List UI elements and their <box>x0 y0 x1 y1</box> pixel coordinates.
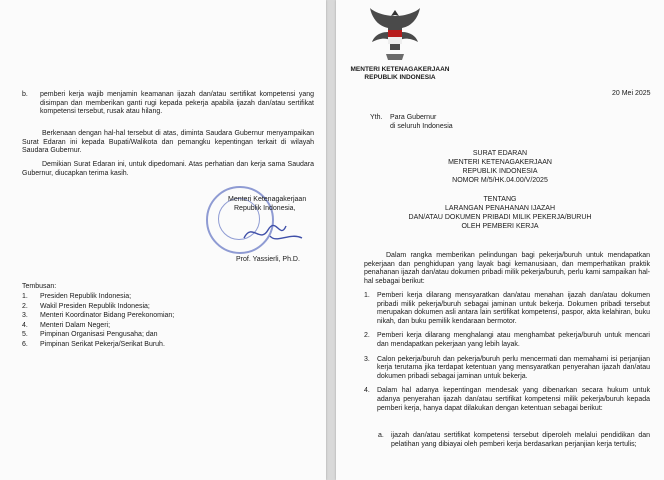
provision-number: 1. <box>364 292 370 299</box>
tentang-label: TENTANG <box>483 196 517 203</box>
provision-item <box>364 356 650 382</box>
closing-paragraph-1: Berkenaan dengan hal-hal tersebut di atas, diminta Saudara Gubernur menyampaikan Surat Edaran ini kepada Bupati/Walikota dan pemangku kepentingan terkait di wilayah Saudara Gubernur. <box>22 130 314 155</box>
tembusan-item-number: 5. <box>22 331 28 339</box>
tembusan-item-text: Menteri Dalam Negeri; <box>40 321 111 329</box>
subject-line-3: OLEH PEMBERI KERJA <box>461 223 539 230</box>
tembusan-item-text: Menteri Koordinator Bidang Perekonomian; <box>40 312 175 320</box>
tembusan-item-number: 3. <box>22 312 28 320</box>
item-b-text: pemberi kerja wajib menjamin keamanan ijazah dan/atau sertifikat kompetensi yang disimpan dan memberikan ganti rugi kepada pekerja apabila ijazah dan/atau sertifikat kompetensi tersebut, rusak atau hilang. <box>40 91 314 116</box>
tembusan-item-number: 6. <box>22 340 28 348</box>
sub-item-a-marker: a. <box>378 432 384 439</box>
item-b-marker: b. <box>22 91 28 98</box>
provisions-list <box>364 292 650 419</box>
closing-paragraph-2: Demikian Surat Edaran ini, untuk dipedomani. Atas perhatian dan kerja sama Saudara Gubernur, diucapkan terima kasih. <box>22 161 314 177</box>
signoff-country: Republik Indonesia, <box>234 205 296 212</box>
tembusan-item <box>22 322 312 332</box>
tembusan-item-number: 4. <box>22 321 28 329</box>
tembusan-item <box>22 303 312 313</box>
signature-mark <box>240 218 310 248</box>
provision-number: 3. <box>364 355 370 363</box>
provision-item <box>364 292 650 326</box>
provision-text: Dalam hal adanya kepentingan mendesak yang dibenarkan secara hukum untuk adanya penyerahan ijazah dan/atau sertifikat kompetensi milik pekerja/buruh kepada pemberi kerja, hanya dapat dilakukan dengan ketentuan sebagai berikut: <box>377 387 650 412</box>
se-title: SURAT EDARAN <box>472 150 528 157</box>
garuda-emblem-icon <box>368 6 422 66</box>
tembusan-list <box>22 293 312 351</box>
tembusan-item <box>22 312 312 322</box>
letter-date: 20 Mei 2025 <box>612 90 651 97</box>
tembusan-item-text: Pimpinan Organisasi Pengusaha; dan <box>40 331 158 339</box>
tembusan-item-text: Pimpinan Serikat Pekerja/Serikat Buruh. <box>40 340 165 348</box>
provision-text: Calon pekerja/buruh dan pekerja/buruh perlu mencermati dan memahami isi perjanjian kerja terutama jika terdapat ketentuan yang mensyaratkan penyerahan ijazah dan/atau dokumen pribadi sebagai jaminan untuk bekerja. <box>377 355 650 380</box>
provision-item <box>364 387 650 413</box>
subject-line-1: LARANGAN PENAHANAN IJAZAH <box>444 205 556 212</box>
list-item-b <box>22 91 314 117</box>
intro-paragraph: Dalam rangka memberikan pelindungan bagi pekerja/buruh untuk mendapatkan pekerjaan dan penghidupan yang layak bagi kemanusiaan, dan memperhatikan praktik penahanan ijazah dan/atau dokumen pribadi milik pekerja/buruh, perlu kami sampaikan hal-hal sebagai berikut: <box>364 252 650 285</box>
se-country: REPUBLIK INDONESIA <box>462 168 538 175</box>
tembusan-item <box>22 331 312 341</box>
addressee: Para Gubernur <box>390 114 437 121</box>
tembusan-item-number: 1. <box>22 293 28 300</box>
letter-page-2 <box>0 0 326 480</box>
provision-number: 2. <box>364 332 370 340</box>
tembusan-item <box>22 293 312 303</box>
tembusan-item-number: 2. <box>22 302 28 310</box>
se-number: NOMOR M/5/HK.04.00/V/2025 <box>452 177 548 184</box>
tembusan-item-text: Presiden Republik Indonesia; <box>40 293 132 300</box>
ministry-header: MENTERI KETENAGAKERJAAN <box>350 66 450 73</box>
tembusan-item <box>22 341 312 351</box>
provision-number: 4. <box>364 387 370 395</box>
provision-text: Pemberi kerja dilarang menghalangi atau menghambat pekerja/buruh untuk mencari dan mendapatkan pekerjaan yang lebih layak. <box>377 332 650 348</box>
subject-line-2: DAN/ATAU DOKUMEN PRIBADI MILIK PEKERJA/BURUH <box>408 214 592 221</box>
sub-item-a-text: ijazah dan/atau sertifikat kompetensi tersebut diperoleh melalui pendidikan dan pelatihan yang dibiayai oleh pemberi kerja berdasarkan perjanjian kerja tertulis; <box>391 432 650 448</box>
signoff-title: Menteri Ketenagakerjaan <box>228 196 307 203</box>
yth-label: Yth. <box>370 114 383 121</box>
provision-text: Pemberi kerja dilarang mensyaratkan dan/atau menahan ijazah dan/atau dokumen pribadi milik pekerja/buruh sebagai jaminan untuk bekerja. Dokumen pribadi tersebut merupakan dokumen asli antara lain sertifikat kompetensi, paspor, akta kelahiran, buku nikah, dan buku pemilik kendaraan bermotor. <box>377 292 650 325</box>
signatory-name: Prof. Yassierli, Ph.D. <box>236 256 300 263</box>
tembusan-title: Tembusan: <box>22 283 57 290</box>
sub-item-a <box>378 432 650 449</box>
provision-item <box>364 332 650 349</box>
addressee-location: di seluruh Indonesia <box>390 123 453 130</box>
tembusan-item-text: Wakil Presiden Republik Indonesia; <box>40 302 150 310</box>
se-ministry: MENTERI KETENAGAKERJAAN <box>448 159 552 166</box>
ministry-header-country: REPUBLIK INDONESIA <box>364 74 436 81</box>
